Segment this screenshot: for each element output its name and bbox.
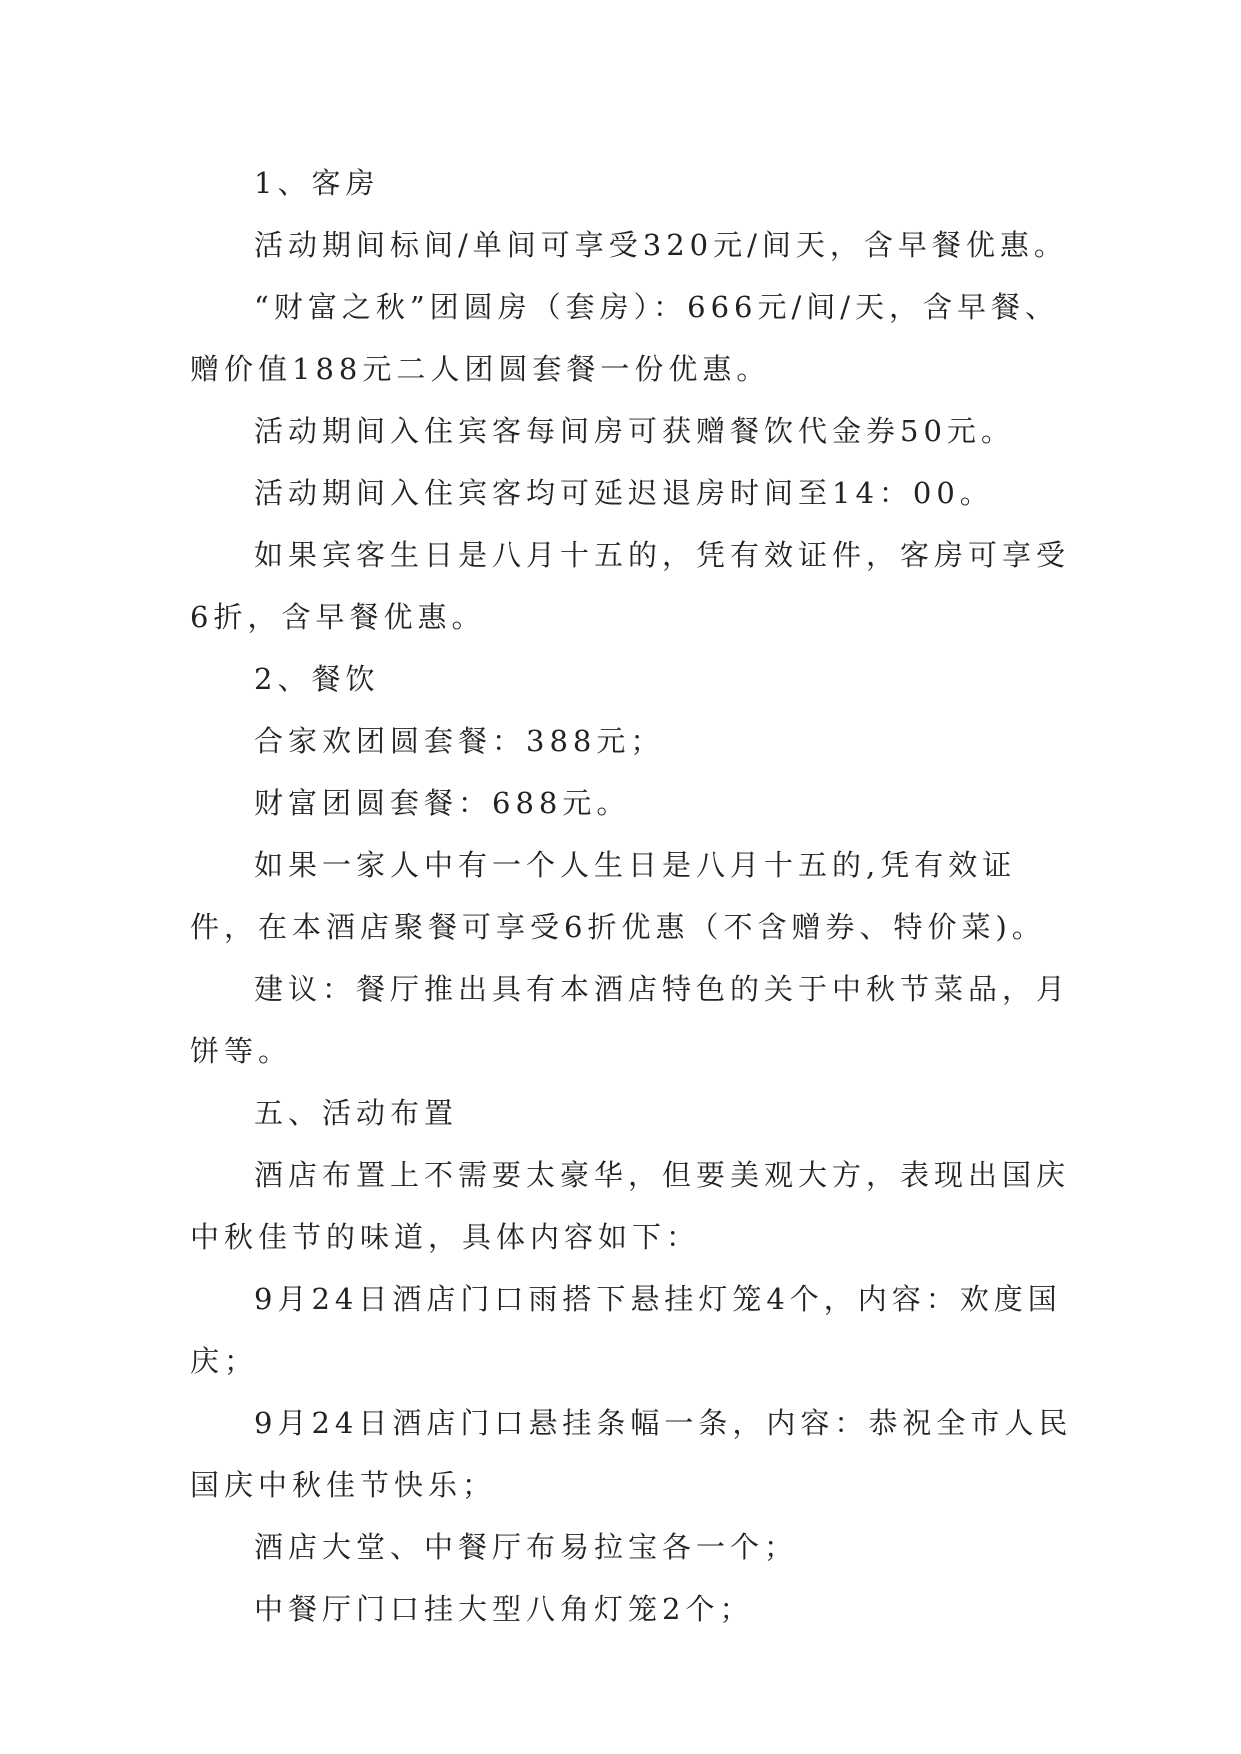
paragraph-standard-room-offer: 活动期间标间/单间可享受320元/间天，含早餐优惠。 <box>254 228 1068 262</box>
paragraph-late-checkout: 活动期间入住宾客均可延迟退房时间至14：00。 <box>254 476 994 510</box>
paragraph-birthday-room-discount: 如果宾客生日是八月十五的，凭有效证件，客房可享受6折，含早餐优惠。 <box>190 538 1071 634</box>
paragraph-octagonal-lanterns: 中餐厅门口挂大型八角灯笼2个； <box>254 1592 754 1626</box>
section-heading-decoration: 五、活动布置 <box>254 1096 459 1130</box>
paragraph-wealth-set-meal: 财富团圆套餐：688元。 <box>254 786 631 820</box>
paragraph-suite-offer: “财富之秋”团圆房（套房）：666元/间/天，含早餐、赠价值188元二人团圆套餐一份优惠。 <box>190 290 1060 386</box>
paragraph-banner: 9月24日酒店门口悬挂条幅一条，内容：恭祝全市人民国庆中秋佳节快乐； <box>190 1406 1073 1502</box>
paragraph-suggestion: 建议：餐厅推出具有本酒店特色的关于中秋节菜品，月饼等。 <box>190 972 1071 1068</box>
section-heading-dining: 2、餐饮 <box>254 662 380 696</box>
paragraph-lanterns: 9月24日酒店门口雨搭下悬挂灯笼4个，内容：欢度国庆； <box>190 1282 1062 1378</box>
paragraph-voucher-offer: 活动期间入住宾客每间房可获赠餐饮代金券50元。 <box>254 414 1015 448</box>
paragraph-family-set-meal: 合家欢团圆套餐：388元； <box>254 724 665 758</box>
paragraph-birthday-dining-discount: 如果一家人中有一个人生日是八月十五的,凭有效证件，在本酒店聚餐可享受6折优惠（不含赠券、特价菜)。 <box>190 848 1046 944</box>
section-heading-rooms: 1、客房 <box>254 166 380 200</box>
document-body <box>190 152 1080 1640</box>
paragraph-roll-up-banners: 酒店大堂、中餐厅布易拉宝各一个； <box>254 1530 799 1564</box>
paragraph-decoration-intro: 酒店布置上不需要太豪华，但要美观大方，表现出国庆中秋佳节的味道，具体内容如下： <box>190 1158 1071 1254</box>
